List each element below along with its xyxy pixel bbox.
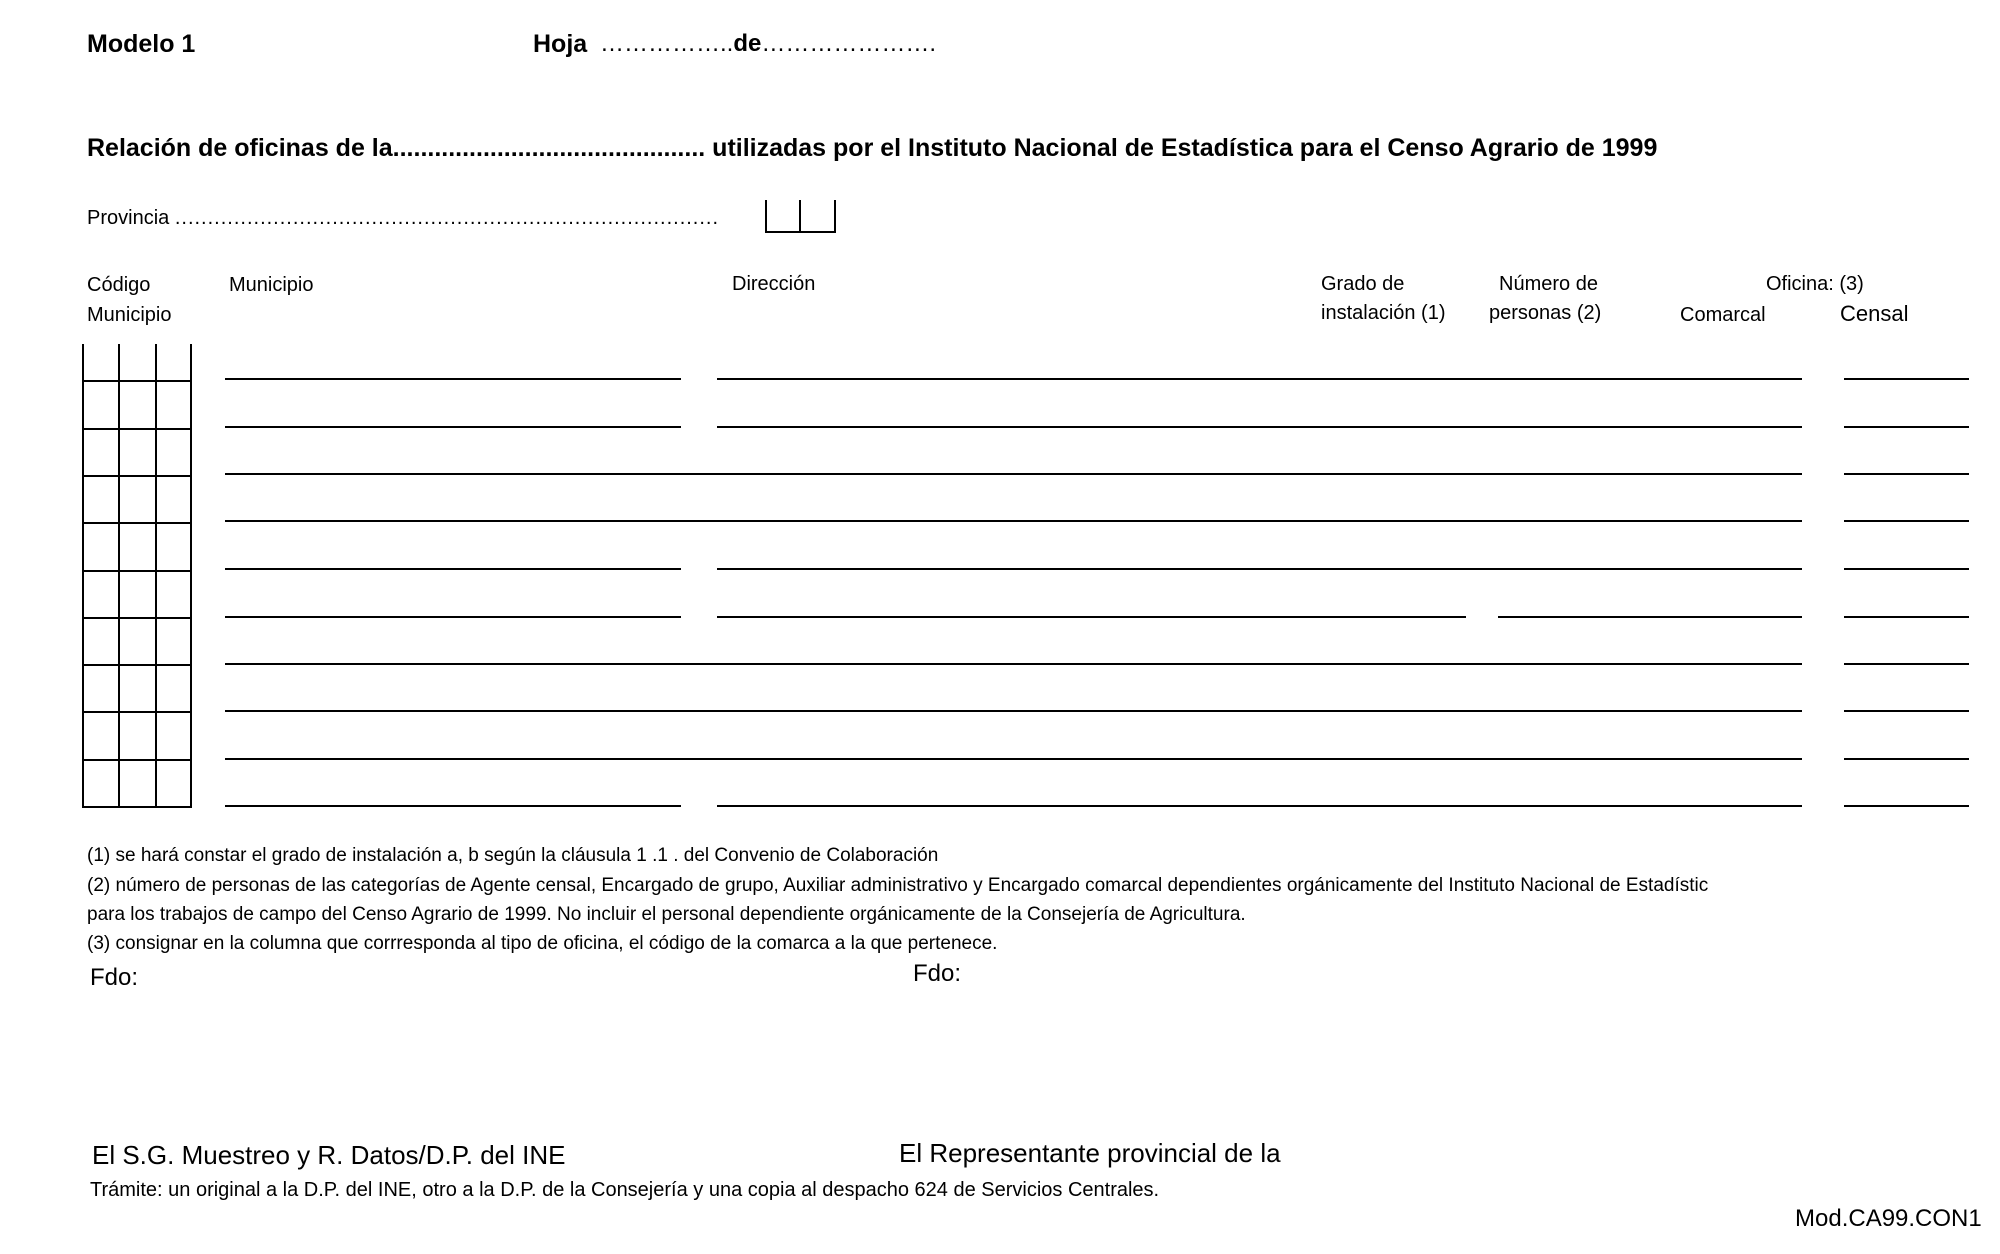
- procedure-note: Trámite: un original a la D.P. del INE, otro a la D.P. de la Consejería y una copia al despacho 624 de Servicios Centrales.: [90, 1179, 1160, 1201]
- model-label: Modelo 1: [87, 30, 196, 58]
- sheet-dots-2: ………………….: [761, 30, 937, 57]
- note-1: (1) se hará constar el grado de instalación a, b según la cláusula 1 .1 . del Convenio de Colaboración: [87, 845, 939, 866]
- col-grade-line2: instalación (1): [1321, 302, 1446, 324]
- col-regional: Comarcal: [1680, 304, 1766, 326]
- province-dots-field[interactable]: ...................................................................................: [174, 207, 720, 229]
- col-census: Censal: [1840, 301, 1909, 326]
- province-label: Provincia: [87, 207, 170, 229]
- form-code: Mod.CA99.CON1: [1795, 1205, 1982, 1232]
- left-signature-fdo: Fdo:: [90, 964, 139, 991]
- sheet-label: Hoja: [533, 30, 588, 58]
- col-code-line2: Municipio: [87, 304, 172, 326]
- sheet-of: de: [733, 30, 762, 57]
- sheet-dots-1: ……………..: [600, 30, 734, 57]
- note-2-line-1: (2) número de personas de las categorías de Agente censal, Encargado de grupo, Auxiliar administrativo y Encargado comarcal dependientes orgánicamente del Instituto Nacional de Estadístic: [87, 875, 1709, 896]
- col-code-line1: Código: [87, 274, 151, 296]
- form-title: [87, 134, 1657, 163]
- sheet-number-field[interactable]: [600, 30, 936, 58]
- col-office: Oficina: (3): [1766, 273, 1864, 295]
- title-prefix: Relación de oficinas de la: [87, 134, 393, 162]
- col-municipality: Municipio: [229, 274, 314, 296]
- left-signatory-title: El S.G. Muestreo y R. Datos/D.P. del INE: [92, 1140, 566, 1170]
- col-people-line1: Número de: [1499, 273, 1598, 295]
- title-suffix: utilizadas por el Instituto Nacional de Estadística para el Censo Agrario de 1999: [712, 134, 1658, 162]
- col-grade-line1: Grado de: [1321, 273, 1405, 295]
- title-dots-field[interactable]: .............................................: [392, 134, 706, 162]
- right-signature-fdo: Fdo:: [913, 960, 962, 987]
- note-2-line-2: para los trabajos de campo del Censo Agrario de 1999. No incluir el personal dependiente orgánicamente de la Consejería de Agricultura.: [87, 904, 1246, 925]
- note-3: (3) consignar en la columna que corrresponda al tipo de oficina, el código de la comarca a la que pertenece.: [87, 933, 998, 954]
- col-address: Dirección: [732, 273, 816, 295]
- province-row: [87, 207, 719, 230]
- col-people-line2: personas (2): [1489, 302, 1602, 324]
- right-signatory-title: El Representante provincial de la: [899, 1138, 1281, 1168]
